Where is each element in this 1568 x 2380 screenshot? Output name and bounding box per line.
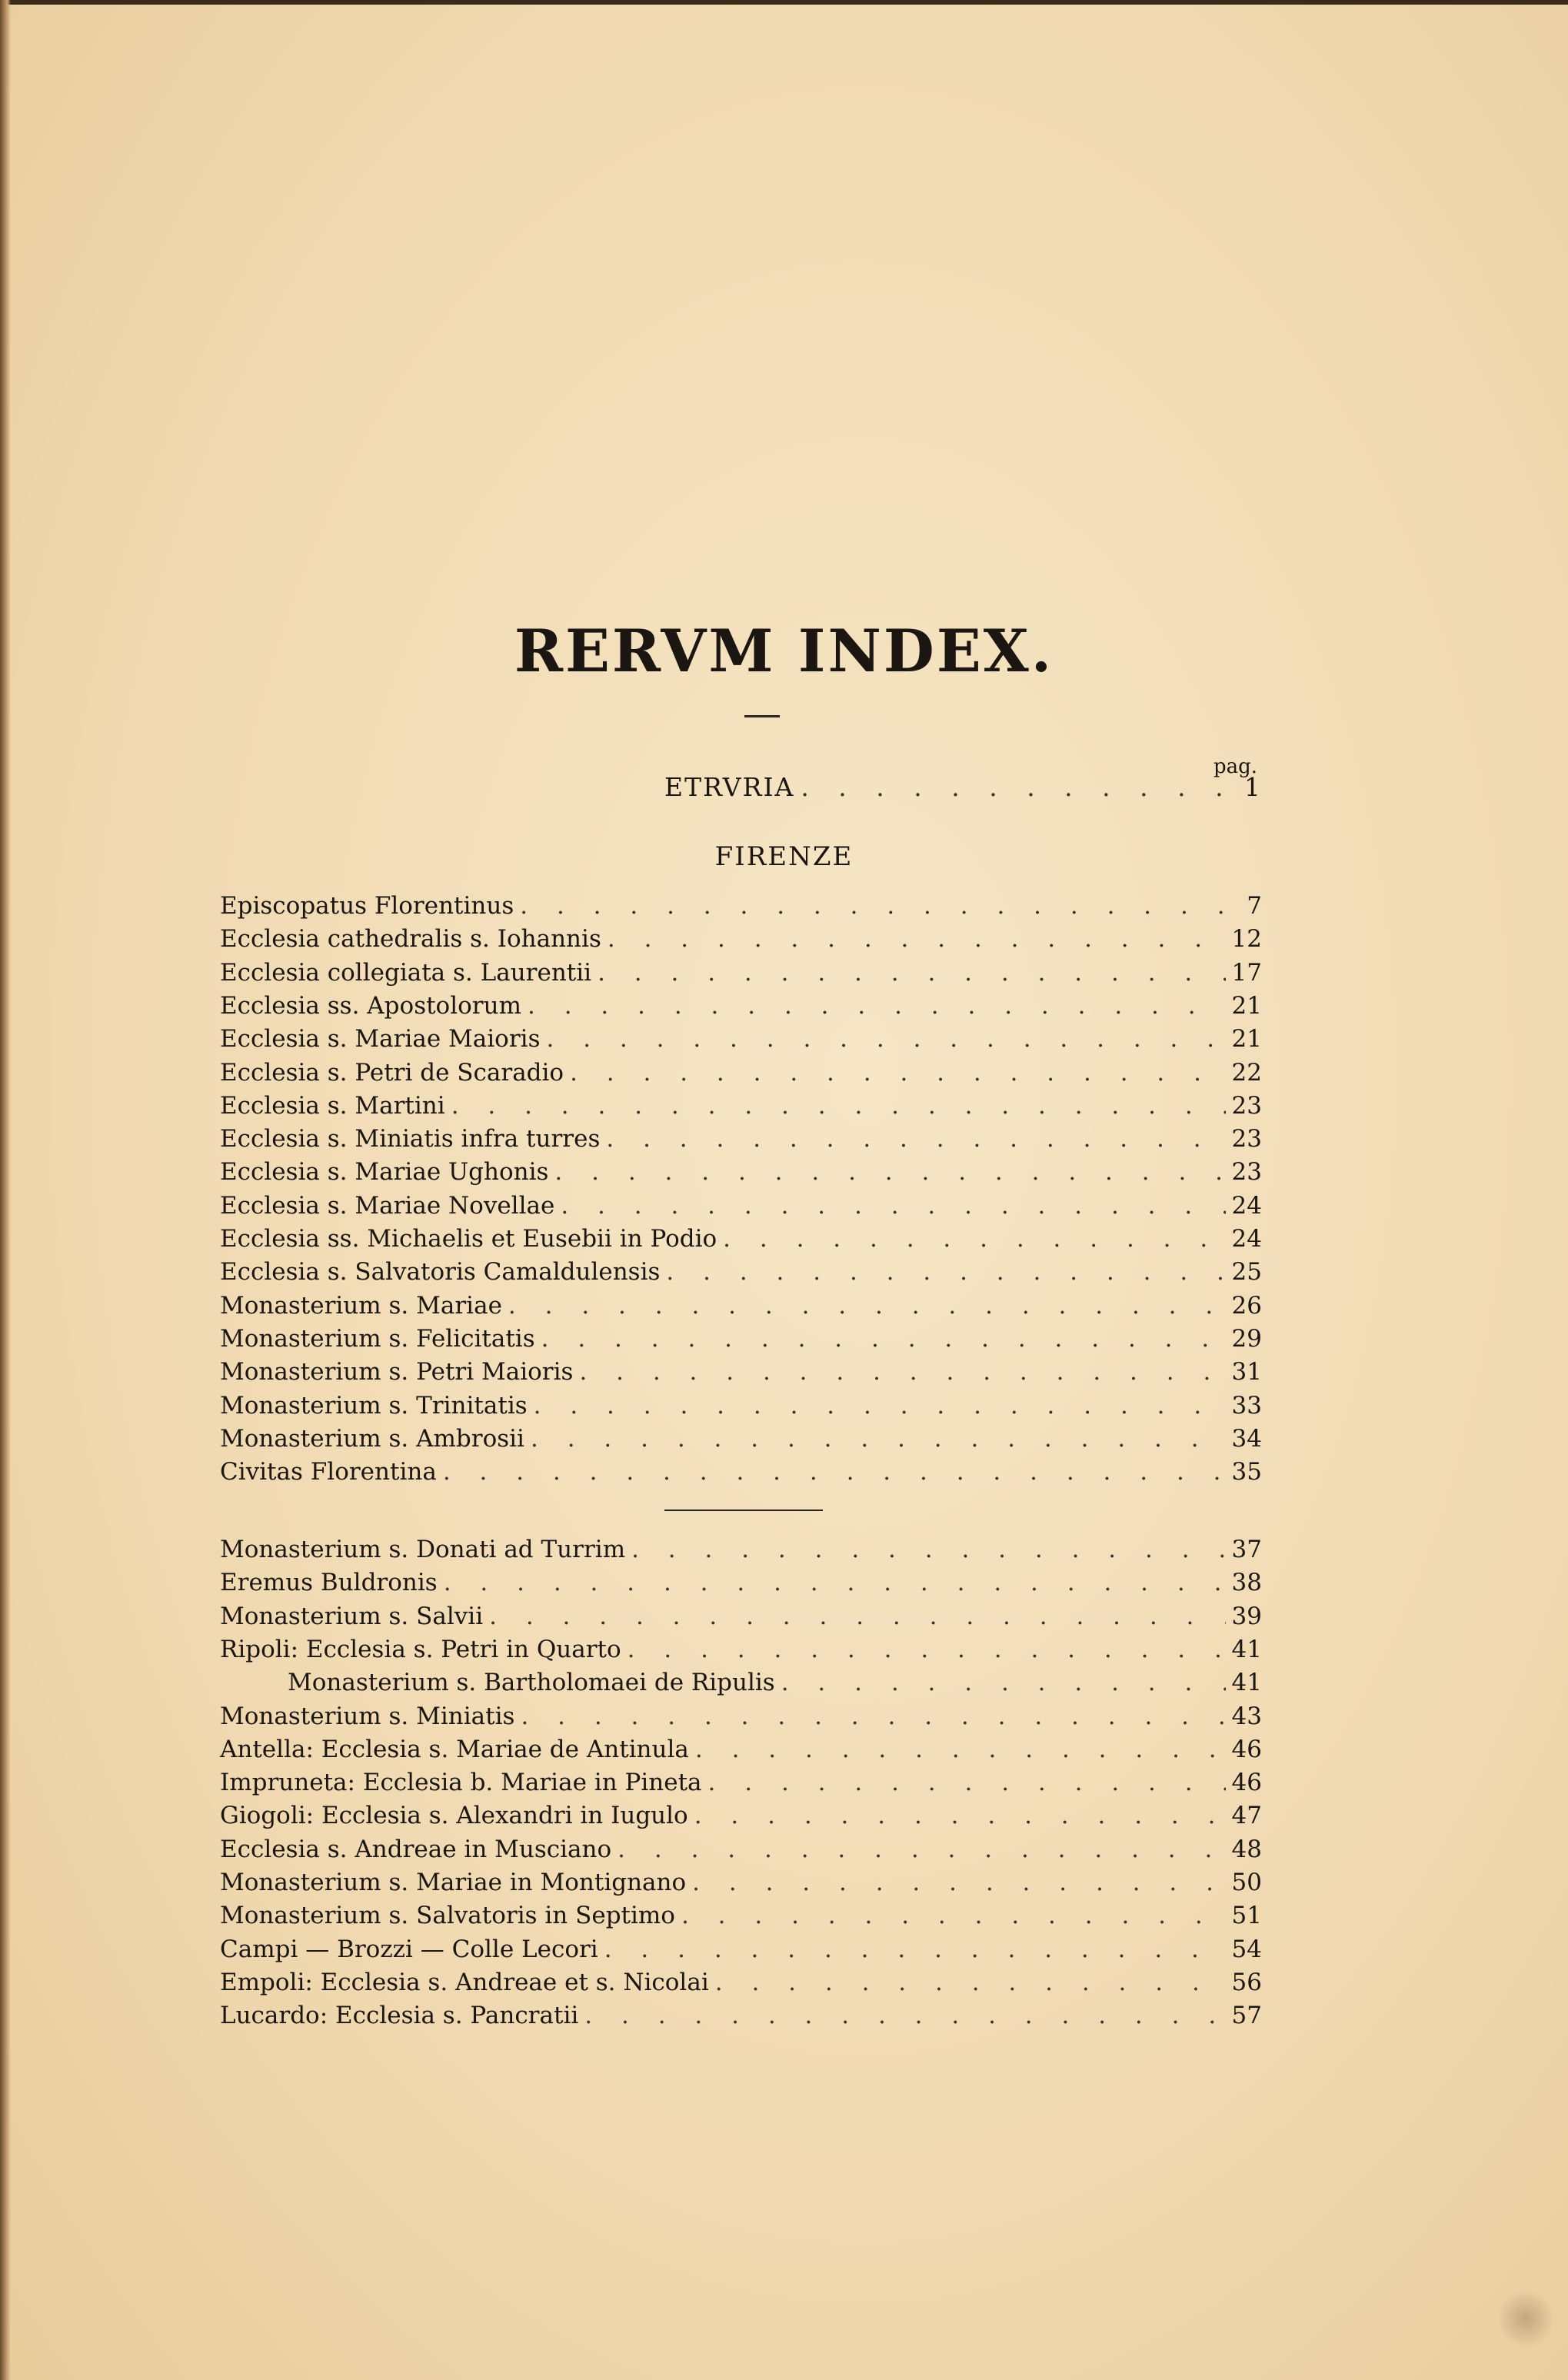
entry-text: Monasterium s. Trinitatis	[220, 1391, 528, 1420]
leader-dots	[546, 1025, 1225, 1053]
entry-text: Monasterium s. Felicitatis	[220, 1324, 535, 1353]
entry-page: 33	[1231, 1391, 1262, 1420]
entry-text: Giogoli: Ecclesia s. Alexandri in Iugulo	[220, 1802, 688, 1830]
entry-text: Ecclesia s. Andreae in Musciano	[220, 1835, 612, 1863]
entry-page: 17	[1231, 958, 1262, 987]
leader-dots	[666, 1258, 1225, 1286]
index-entry	[220, 1059, 1262, 1091]
entry-page: 57	[1231, 2002, 1262, 2030]
entry-text: Monasterium s. Mariae in Montignano	[220, 1869, 687, 1896]
entry-text: Ecclesia ss. Apostolorum	[220, 991, 521, 1020]
entry-page: 26	[1231, 1291, 1262, 1320]
entry-text: Ecclesia ss. Michaelis et Eusebii in Podio	[220, 1225, 717, 1253]
entry-page: 35	[1231, 1458, 1262, 1486]
index-entry	[220, 1092, 1262, 1124]
leader-dots	[534, 1392, 1226, 1420]
entry-page: 12	[1231, 925, 1262, 954]
leader-dots	[489, 1603, 1225, 1630]
leader-dots	[781, 1669, 1226, 1696]
leader-dots	[628, 1636, 1226, 1663]
entry-text: Episcopatus Florentinus	[220, 892, 514, 920]
index-entry	[220, 1192, 1262, 1224]
leader-dots	[451, 1092, 1226, 1120]
entry-text: Antella: Ecclesia s. Mariae de Antinula	[220, 1735, 689, 1763]
page-binding-edge	[0, 0, 11, 2380]
leader-dots	[579, 1358, 1225, 1386]
entry-text: Ecclesia s. Miniatis infra turres	[220, 1125, 601, 1153]
page-stain	[1499, 2288, 1553, 2349]
entry-page: 46	[1231, 1735, 1262, 1763]
entry-page: 29	[1231, 1324, 1262, 1353]
leader-dots	[444, 1569, 1226, 1596]
index-entry	[220, 1603, 1262, 1635]
leader-dots	[598, 959, 1225, 987]
entry-page: 39	[1231, 1602, 1262, 1630]
entry-text: Ecclesia s. Mariae Novellae	[220, 1191, 555, 1220]
index-entry	[220, 925, 1262, 957]
entry-page: 48	[1231, 1835, 1262, 1863]
leader-dots	[521, 1703, 1225, 1730]
entry-page: 7	[1247, 892, 1262, 920]
index-entry	[220, 1258, 1262, 1290]
index-entry	[220, 1158, 1262, 1190]
leader-dots	[554, 1158, 1225, 1186]
entry-text: Ecclesia collegiata s. Laurentii	[220, 958, 592, 987]
entry-page: 46	[1231, 1769, 1262, 1797]
leader-dots	[561, 1192, 1225, 1220]
leader-dots	[541, 1325, 1226, 1353]
leader-dots	[723, 1225, 1225, 1253]
index-entry	[220, 2002, 1262, 2034]
leader-dots	[681, 1902, 1226, 1929]
entry-text: Monasterium s. Bartholomaei de Ripulis	[288, 1669, 775, 1697]
entry-page: 22	[1231, 1058, 1262, 1087]
leader-dots	[692, 1869, 1225, 1896]
index-entry	[220, 1292, 1262, 1324]
entry-page: 56	[1231, 1968, 1262, 1996]
entry-page: 23	[1231, 1091, 1262, 1120]
title-rule	[744, 715, 780, 717]
leader-dots	[708, 1769, 1226, 1796]
index-entry	[220, 1569, 1262, 1601]
entry-page: 43	[1231, 1702, 1262, 1730]
index-entry	[220, 1869, 1262, 1901]
leader-dots	[508, 1292, 1226, 1320]
entry-text: Impruneta: Ecclesia b. Mariae in Pineta	[220, 1769, 702, 1797]
leader-dots	[715, 1969, 1226, 1996]
leader-dots	[618, 1836, 1225, 1863]
leader-dots	[801, 772, 1227, 802]
leader-dots	[520, 892, 1227, 920]
index-entry	[220, 1636, 1262, 1668]
leader-dots	[631, 1536, 1225, 1563]
entry-page: 37	[1231, 1536, 1262, 1563]
entry-text: Ecclesia s. Mariae Ughonis	[220, 1158, 549, 1187]
entry-text: Ripoli: Ecclesia s. Petri in Quarto	[220, 1635, 621, 1663]
entry-page: 23	[1231, 1158, 1262, 1187]
leader-dots	[604, 1936, 1226, 1963]
entry-text: Ecclesia s. Mariae Maioris	[220, 1025, 541, 1054]
index-entry-etruria	[664, 772, 1262, 804]
entry-page: 38	[1231, 1569, 1262, 1597]
entry-text: Monasterium s. Ambrosii	[220, 1424, 524, 1453]
index-entry	[220, 1325, 1262, 1357]
entry-text: Civitas Florentina	[220, 1458, 437, 1486]
index-entry	[220, 1902, 1262, 1934]
leader-dots	[531, 1425, 1226, 1453]
page-title: RERVM INDEX.	[514, 617, 1054, 685]
index-entry	[220, 1425, 1262, 1457]
entry-text: Monasterium s. Salvatoris in Septimo	[220, 1902, 675, 1930]
index-entry	[220, 1536, 1262, 1568]
index-entry	[220, 1358, 1262, 1390]
entry-text: Campi — Brozzi — Colle Lecori	[220, 1935, 598, 1963]
index-entry	[220, 1836, 1262, 1868]
entry-page: 21	[1231, 991, 1262, 1020]
index-entry	[220, 1225, 1262, 1257]
entry-page: 31	[1231, 1358, 1262, 1386]
entry-page: 47	[1231, 1802, 1262, 1830]
leader-dots	[528, 992, 1226, 1020]
section-divider	[664, 1510, 823, 1511]
entry-text: Monasterium s. Petri Maioris	[220, 1358, 574, 1386]
entry-page: 34	[1231, 1424, 1262, 1453]
entry-text: ETRVRIA	[664, 772, 795, 802]
entry-page: 21	[1231, 1025, 1262, 1054]
entry-text: Eremus Buldronis	[220, 1569, 438, 1597]
entry-text: Ecclesia s. Salvatoris Camaldulensis	[220, 1258, 661, 1287]
entry-text: Ecclesia cathedralis s. Iohannis	[220, 925, 601, 954]
entry-page: 51	[1231, 1902, 1262, 1930]
entry-text: Empoli: Ecclesia s. Andreae et s. Nicolai	[220, 1968, 709, 1996]
index-entry	[220, 892, 1262, 924]
index-entry	[220, 992, 1262, 1024]
entry-page: 24	[1231, 1225, 1262, 1253]
entry-text: Lucardo: Ecclesia s. Pancratii	[220, 2002, 579, 2030]
entry-text: Monasterium s. Mariae	[220, 1291, 502, 1320]
index-entry	[220, 1392, 1262, 1424]
index-entry	[220, 1025, 1262, 1057]
index-entry	[220, 1458, 1262, 1490]
index-entry	[220, 1703, 1262, 1735]
entry-text: Monasterium s. Salvii	[220, 1602, 484, 1630]
index-entry	[220, 1936, 1262, 1968]
leader-dots	[570, 1059, 1225, 1087]
leader-dots	[443, 1458, 1226, 1486]
entry-text: Ecclesia s. Martini	[220, 1091, 445, 1120]
entry-page: 50	[1231, 1869, 1262, 1896]
entry-text: Ecclesia s. Petri de Scaradio	[220, 1058, 564, 1087]
leader-dots	[606, 1125, 1225, 1153]
entry-page: 1	[1244, 772, 1262, 802]
index-entry	[220, 959, 1262, 991]
entry-page: 24	[1231, 1191, 1262, 1220]
entry-page: 25	[1231, 1258, 1262, 1287]
leader-dots	[608, 925, 1226, 953]
leader-dots	[695, 1736, 1226, 1763]
entry-page: 23	[1231, 1125, 1262, 1153]
section-heading: FIRENZE	[714, 841, 854, 872]
index-entry	[220, 1969, 1262, 2001]
index-entry	[220, 1736, 1262, 1768]
entry-page: 54	[1231, 1935, 1262, 1963]
index-entry	[220, 1125, 1262, 1157]
entry-text: Monasterium s. Donati ad Turrim	[220, 1536, 626, 1563]
entry-page: 41	[1231, 1635, 1262, 1663]
entry-page: 41	[1231, 1669, 1262, 1697]
leader-dots	[694, 1802, 1226, 1829]
page-top-edge	[0, 0, 1568, 5]
index-entry	[288, 1669, 1262, 1701]
index-entry	[220, 1769, 1262, 1801]
leader-dots	[584, 2002, 1225, 2029]
index-entry	[220, 1802, 1262, 1834]
pag-column-label: pag.	[1213, 755, 1258, 778]
entry-text: Monasterium s. Miniatis	[220, 1702, 515, 1730]
